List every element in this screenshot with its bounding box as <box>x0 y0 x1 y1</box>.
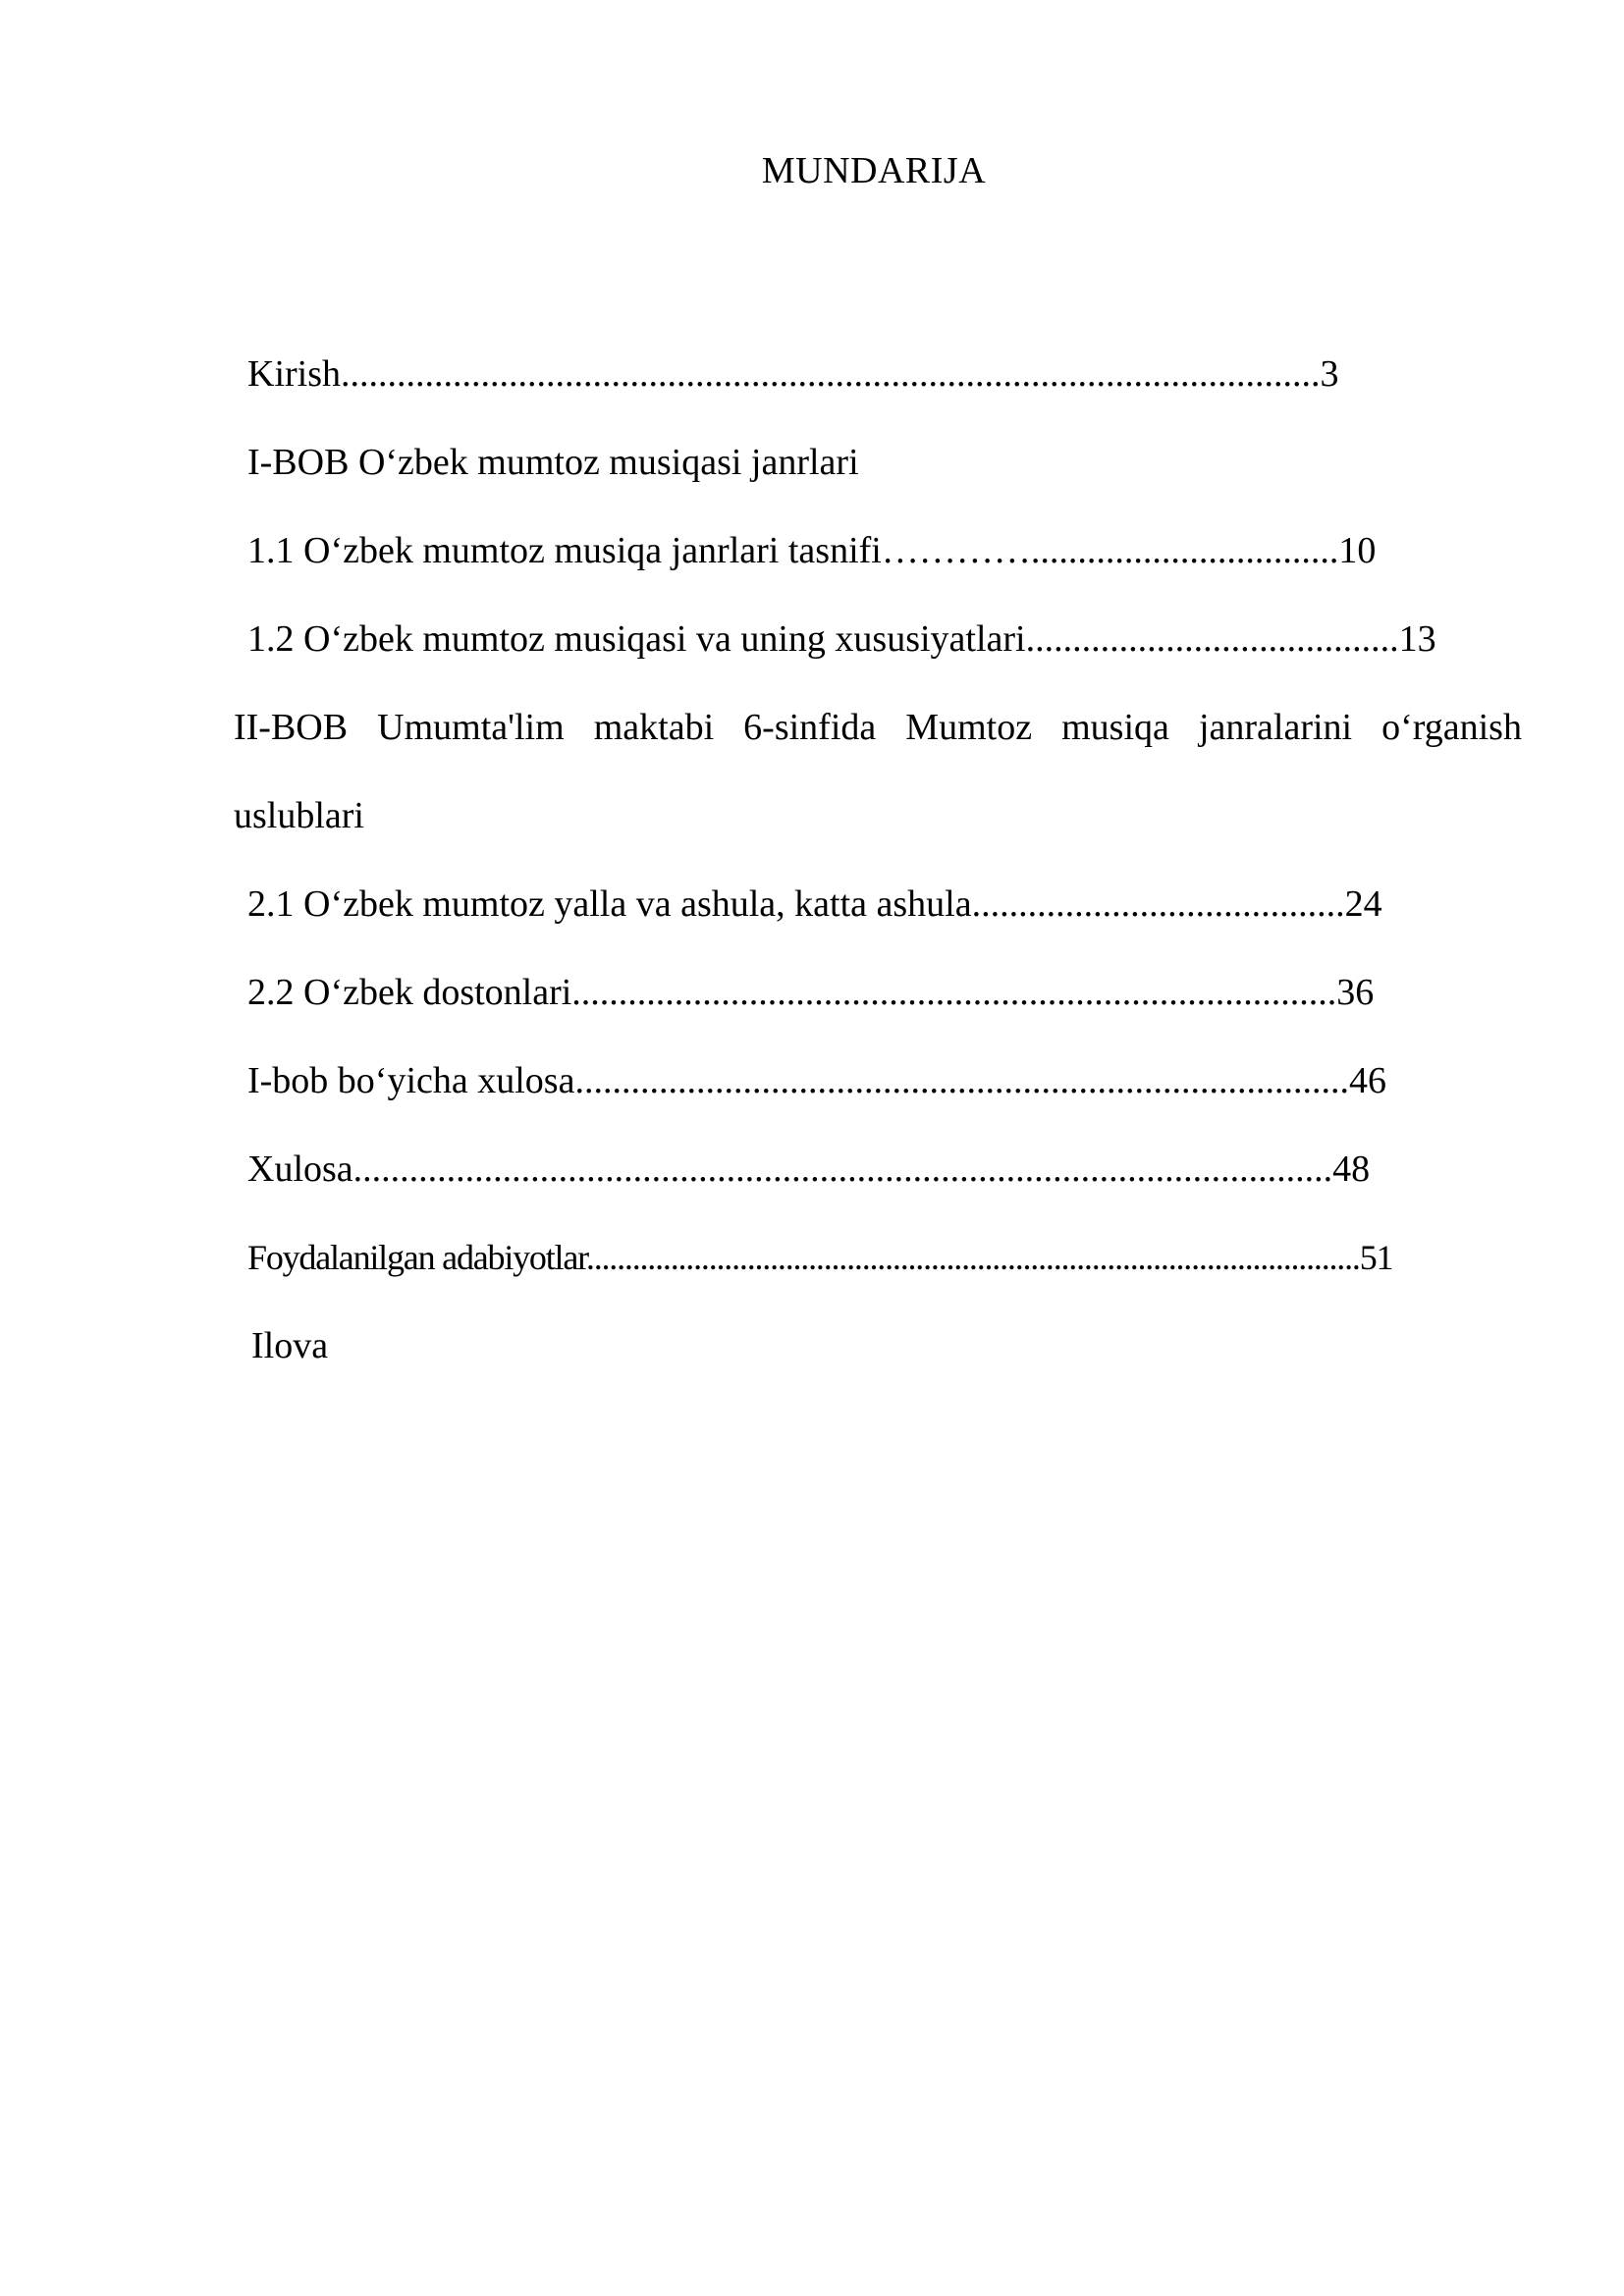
toc-chapter-2-heading-continued <box>234 792 364 839</box>
heading-word: Mumtoz <box>905 707 1033 748</box>
heading-word: Umumta'lim <box>377 707 565 748</box>
heading-word: janralarini <box>1198 707 1353 748</box>
toc-entry-text: 2.2 O‘zbek dostonlari..................................................................................36 <box>247 972 1375 1013</box>
page-title: MUNDARIJA <box>761 150 987 191</box>
toc-entry-1-1 <box>247 527 1376 574</box>
toc-entry-conclusion <box>247 1146 1370 1193</box>
heading-word: maktabi <box>593 707 715 748</box>
toc-entry-text: Foydalanilgan adabiyotlar.....................................................................................................51 <box>247 1238 1393 1277</box>
toc-entry-text: 1.1 O‘zbek mumtoz musiqa janrlari tasnifi………….................................10 <box>247 530 1377 571</box>
toc-entry-text: I-bob bo‘yicha xulosa...................................................................................46 <box>247 1060 1386 1101</box>
toc-entry-text: I-BOB O‘zbek mumtoz musiqasi janrlari <box>247 442 859 483</box>
toc-entry-text: 1.2 O‘zbek mumtoz musiqasi va uning xususiyatlari........................................13 <box>247 618 1436 660</box>
toc-entry-2-2 <box>247 969 1374 1016</box>
heading-word: o‘rganish <box>1381 707 1522 748</box>
toc-chapter-1-heading <box>247 439 859 486</box>
toc-entry-text: uslublari <box>234 795 364 836</box>
heading-word: II-BOB <box>234 707 349 748</box>
toc-chapter-2-heading <box>234 704 1522 751</box>
toc-entry-text: Ilova <box>251 1325 329 1366</box>
toc-entry-references <box>247 1234 1392 1281</box>
toc-entry-appendix <box>251 1322 328 1369</box>
toc-entry-text: Xulosa.........................................................................................................48 <box>247 1148 1371 1190</box>
toc-entry-kirish <box>247 350 1339 398</box>
heading-word: musiqa <box>1061 707 1169 748</box>
toc-entry-1-2 <box>247 615 1436 663</box>
toc-entry-text: Kirish.........................................................................................................3 <box>247 353 1339 395</box>
toc-entry-text: 2.1 O‘zbek mumtoz yalla va ashula, katta ashula........................................24 <box>247 883 1382 925</box>
heading-word: 6-sinfida <box>743 707 877 748</box>
toc-entry-2-1 <box>247 881 1382 928</box>
toc-entry-chapter-1-conclusion <box>247 1057 1386 1104</box>
